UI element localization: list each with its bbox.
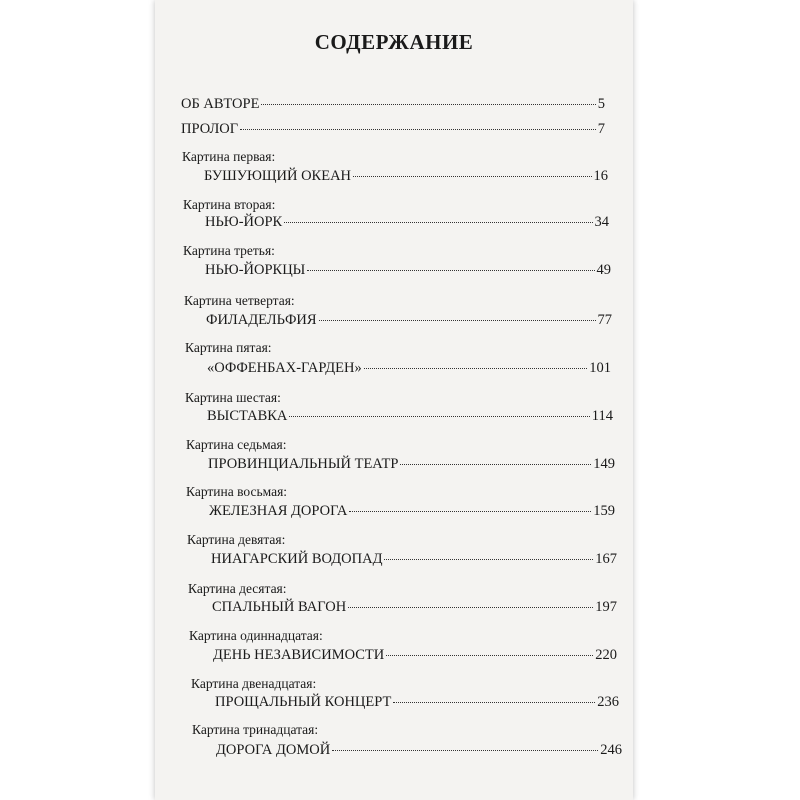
toc-page-number: 49 (596, 262, 611, 278)
chapter-title: БУШУЮЩИЙ ОКЕАН (204, 168, 352, 184)
chapter-title: ДЕНЬ НЕЗАВИСИМОСТИ (213, 647, 385, 663)
chapter-subtitle: Картина третья: (183, 243, 275, 258)
toc-page-number: 7 (597, 121, 605, 137)
chapter-entry (204, 168, 608, 188)
toc-page-number: 77 (597, 312, 612, 328)
page-title: СОДЕРЖАНИЕ (314, 30, 474, 54)
chapter-title: НИАГАРСКИЙ ВОДОПАД (211, 551, 383, 567)
chapter-subtitle: Картина шестая: (185, 390, 281, 405)
chapter-subtitle: Картина девятая: (187, 532, 286, 547)
dot-leader (332, 750, 598, 751)
chapter-entry (205, 262, 611, 282)
toc-page-number: 149 (593, 456, 615, 472)
dot-leader (349, 511, 591, 512)
chapter-title: ДОРОГА ДОМОЙ (216, 742, 331, 758)
toc-entry-prologue (181, 121, 605, 141)
dot-leader (348, 607, 593, 608)
chapter-entry (207, 408, 613, 428)
chapter-entry (208, 456, 615, 476)
chapter-subtitle: Картина тринадцатая: (192, 722, 319, 737)
chapter-subtitle: Картина одиннадцатая: (189, 628, 323, 643)
dot-leader (307, 270, 594, 271)
chapter-subtitle: Картина пятая: (185, 340, 272, 355)
chapter-title: СПАЛЬНЫЙ ВАГОН (212, 599, 347, 615)
toc-entry-about-author (181, 96, 605, 116)
chapter-entry (212, 599, 617, 619)
chapter-subtitle: Картина четвертая: (184, 293, 295, 308)
toc-page-number: 5 (597, 96, 605, 112)
toc-entry-label: ПРОЛОГ (181, 121, 239, 137)
chapter-title: НЬЮ-ЙОРК (205, 214, 283, 230)
toc-page-number: 16 (593, 168, 608, 184)
toc-page-number: 220 (595, 647, 617, 663)
chapter-title: ПРОЩАЛЬНЫЙ КОНЦЕРТ (215, 694, 392, 710)
dot-leader (284, 222, 592, 223)
toc-page-number: 34 (594, 214, 609, 230)
dot-leader (386, 655, 593, 656)
toc-page-number: 167 (595, 551, 617, 567)
chapter-entry (216, 742, 622, 762)
chapter-subtitle: Картина первая: (182, 149, 276, 164)
dot-leader (400, 464, 591, 465)
chapter-subtitle: Картина двенадцатая: (191, 676, 317, 691)
dot-leader (364, 368, 587, 369)
chapter-title: ЖЕЛЕЗНАЯ ДОРОГА (209, 503, 348, 519)
chapter-title: НЬЮ-ЙОРКЦЫ (205, 262, 306, 278)
chapter-title: ПРОВИНЦИАЛЬНЫЙ ТЕАТР (208, 456, 399, 472)
chapter-entry (213, 647, 617, 667)
chapter-entry (209, 503, 615, 523)
toc-page-number: 246 (600, 742, 622, 758)
chapter-subtitle: Картина седьмая: (186, 437, 287, 452)
toc-entry-label: ОБ АВТОРЕ (181, 96, 260, 112)
chapter-entry (215, 694, 619, 714)
chapter-entry (205, 214, 609, 234)
book-page (155, 0, 633, 800)
chapter-title: ФИЛАДЕЛЬФИЯ (206, 312, 317, 328)
dot-leader (393, 702, 595, 703)
chapter-title: «ОФФЕНБАХ-ГАРДЕН» (207, 360, 362, 376)
toc-page-number: 114 (591, 408, 613, 424)
chapter-subtitle: Картина вторая: (183, 197, 276, 212)
dot-leader (240, 129, 596, 130)
chapter-subtitle: Картина десятая: (188, 581, 287, 596)
toc-page-number: 236 (597, 694, 619, 710)
toc-page-number: 101 (589, 360, 611, 376)
dot-leader (353, 176, 591, 177)
chapter-title: ВЫСТАВКА (207, 408, 288, 424)
toc-page-number: 159 (593, 503, 615, 519)
toc-page-number: 197 (595, 599, 617, 615)
chapter-entry (206, 312, 612, 332)
chapter-entry (211, 551, 617, 571)
dot-leader (261, 104, 595, 105)
dot-leader (384, 559, 593, 560)
chapter-subtitle: Картина восьмая: (186, 484, 288, 499)
dot-leader (289, 416, 589, 417)
dot-leader (319, 320, 596, 321)
chapter-entry (207, 360, 611, 380)
